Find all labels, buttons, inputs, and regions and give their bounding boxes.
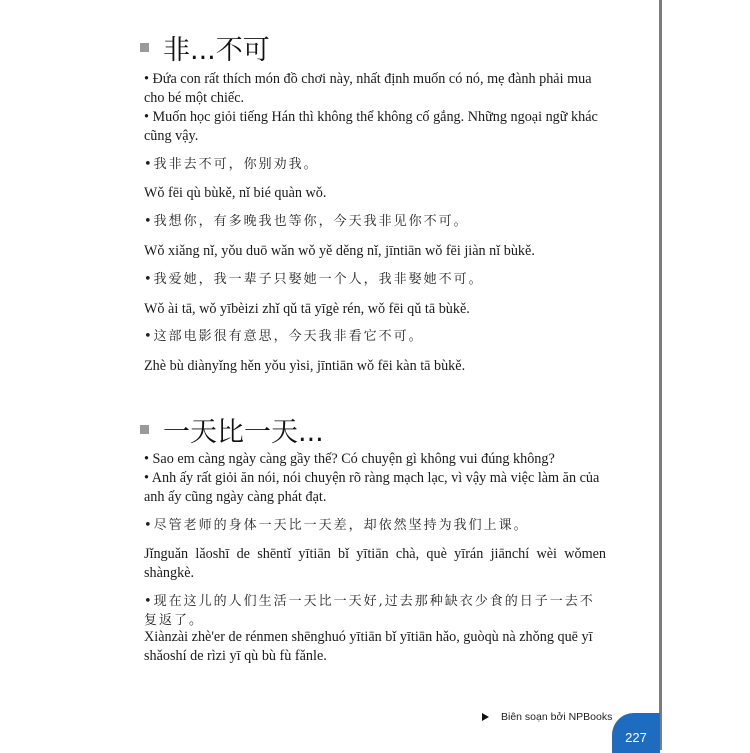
triangle-right-icon: [482, 713, 489, 721]
square-bullet-icon: [140, 43, 149, 52]
chinese-example: •这部电影很有意思，今天我非看它不可。: [144, 329, 424, 344]
chinese-example: •尽管老师的身体一天比一天差，却依然坚持为我们上课。: [144, 518, 529, 533]
chinese-example: •我非去不可，你别劝我。: [144, 157, 319, 172]
footer-credit: [482, 711, 612, 723]
chinese-example: •现在这儿的人们生活一天比一天好,过去那种缺衣少食的日子一去不复返了。: [144, 594, 595, 628]
square-bullet-icon: [140, 425, 149, 434]
page-edge-rule: [659, 0, 662, 750]
page-number-tab: [612, 713, 660, 753]
section-heading-2: [140, 410, 324, 449]
pinyin-example: Wǒ xiǎng nǐ, yǒu duō wǎn wǒ yě děng nǐ, jīntiān wǒ fēi jiàn nǐ bùkě.: [144, 243, 535, 259]
pinyin-example: Wǒ fēi qù bùkě, nǐ bié quàn wǒ.: [144, 185, 327, 201]
pinyin-example: Xiànzài zhè'er de rénmen shēnghuó yītiān bǐ yītiān hǎo, guòqù nà zhǒng quē yī shǎoshí de rìzi yī qù bù fù fǎnle.: [144, 629, 593, 664]
vi-paragraph: • Sao em càng ngày càng gầy thế? Có chuyện gì không vui đúng không?: [144, 451, 555, 467]
page-number: 227: [625, 729, 647, 745]
section-title: 一天比一天...: [163, 417, 324, 448]
credit-text: Biên soạn bởi NPBooks: [501, 711, 613, 723]
pinyin-example: Wǒ ài tā, wǒ yībèizi zhǐ qǔ tā yīgè rén, wǒ fēi qǔ tā bùkě.: [144, 301, 470, 317]
section-heading-1: [140, 28, 270, 67]
chinese-example: •我爱她，我一辈子只娶她一个人，我非娶她不可。: [144, 272, 484, 287]
vi-paragraph: • Anh ấy rất giỏi ăn nói, nói chuyện rõ ràng mạch lạc, vì vậy mà việc làm ăn của anh ấy cũng ngày càng phát đạt.: [144, 470, 600, 505]
chinese-example: •我想你，有多晚我也等你，今天我非见你不可。: [144, 214, 469, 229]
pinyin-example: Zhè bù diànyǐng hěn yǒu yìsi, jīntiān wǒ fēi kàn tā bùkě.: [144, 358, 466, 374]
section-title: 非...不可: [163, 35, 270, 66]
pinyin-example: Jǐnguǎn lǎoshī de shēntǐ yītiān bǐ yītiān chà, què yīrán jiānchí wèi wǒmen shàngkè.: [144, 546, 606, 581]
vi-paragraph: • Muốn học giỏi tiếng Hán thì không thể không cố gắng. Những ngoại ngữ khác cũng vậy.: [144, 109, 598, 144]
vi-paragraph: • Đứa con rất thích món đồ chơi này, nhất định muốn có nó, mẹ đành phải mua cho bé một chiếc.: [144, 71, 592, 106]
